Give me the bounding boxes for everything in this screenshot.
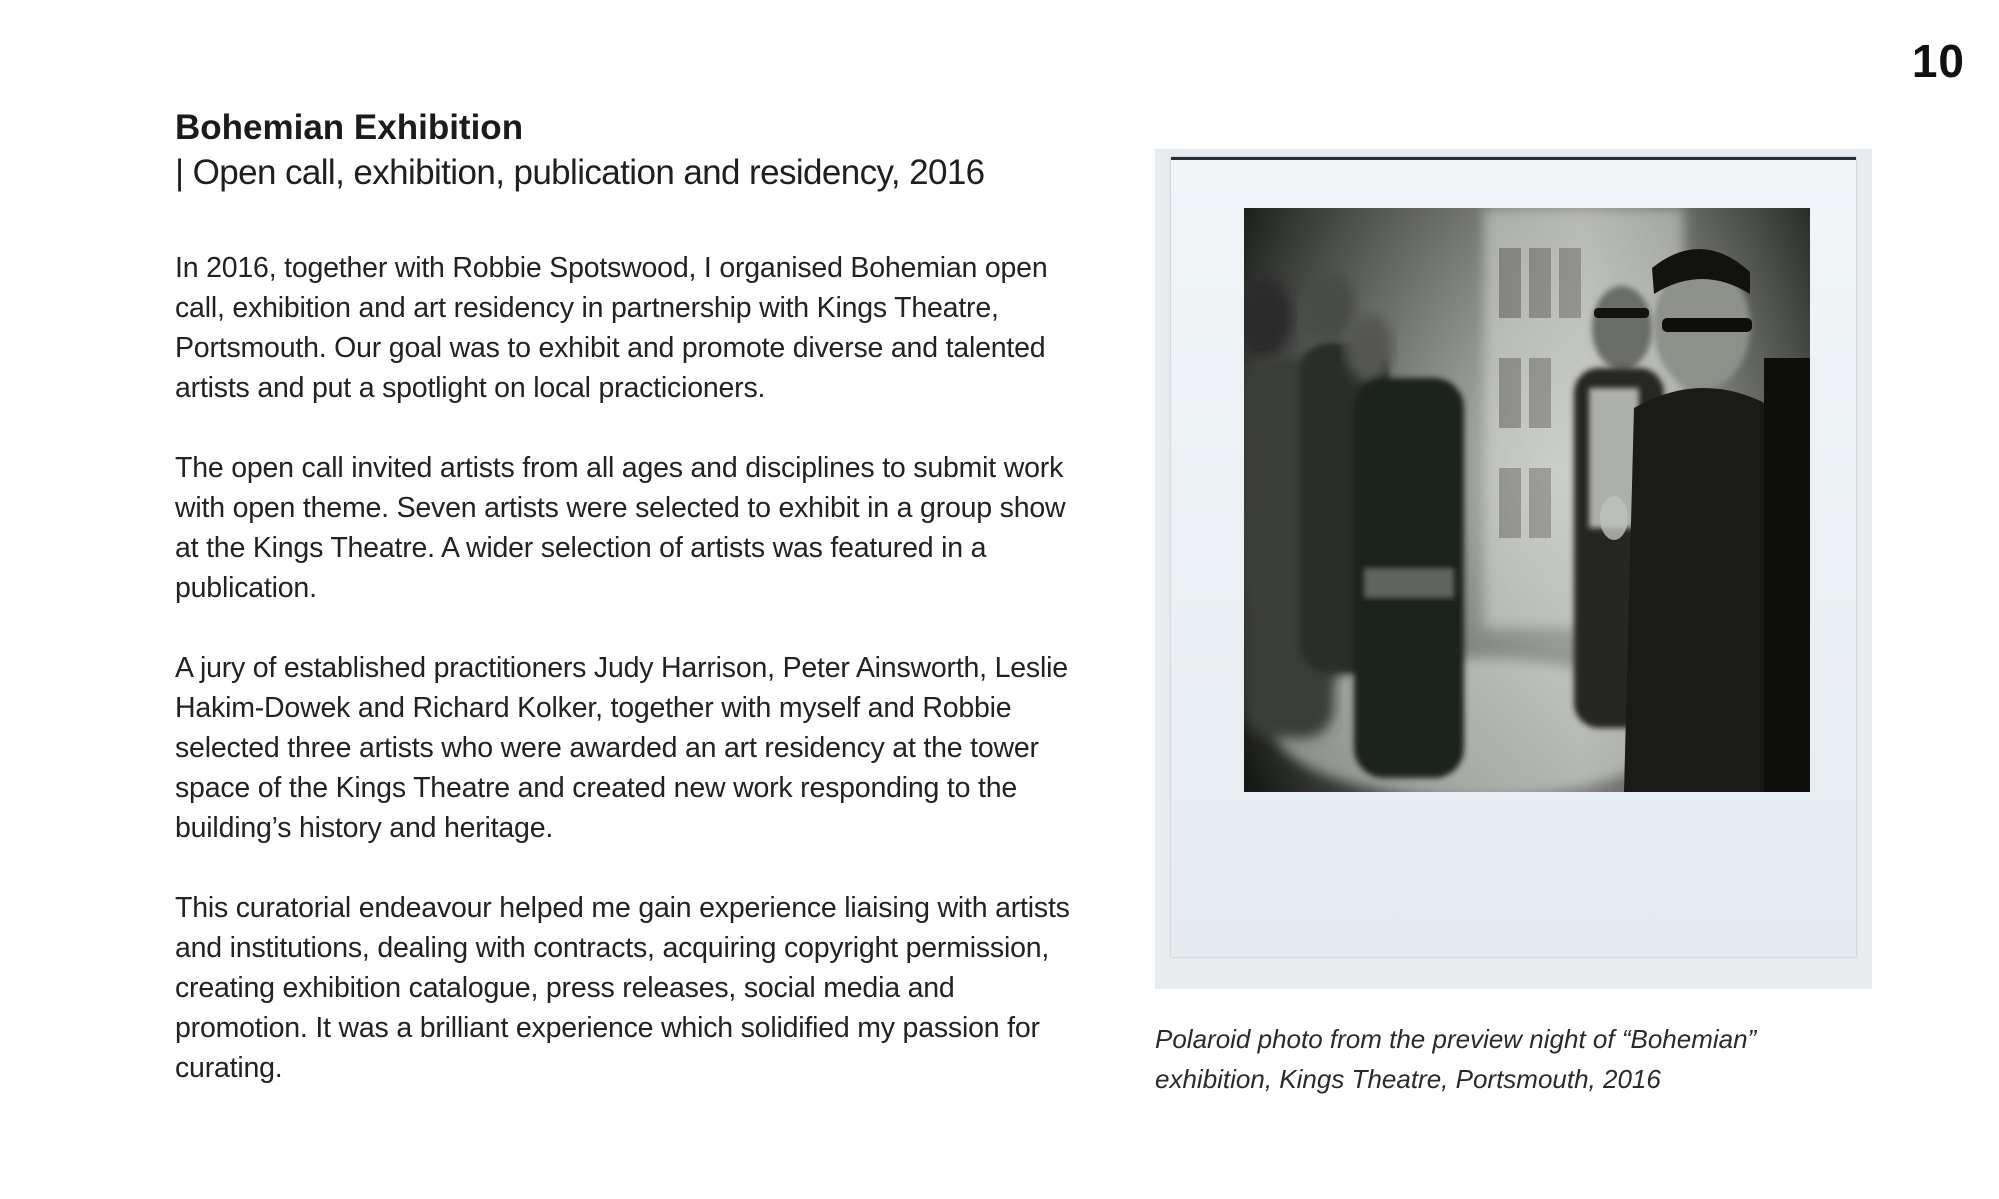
polaroid-photo [1171, 157, 1856, 957]
paragraph-open-call: The open call invited artists from all ages and disciplines to submit work with open theme. Seven artists were selected to exhibit in a group show at the Kings Theatre. A wider selection of artists was featured in a publication. [175, 452, 1066, 604]
page-title: Bohemian Exhibition [175, 108, 524, 147]
paragraph-experience: This curatorial endeavour helped me gain experience liaising with artists and institutions, dealing with contracts, acquiring copyright permission, creating exhibition catalogue, press releases, social media and promotion. It was a brilliant experience which solidified my passion for curating. [175, 892, 1070, 1084]
photo-caption [1155, 1019, 1875, 1099]
page-subtitle: | Open call, exhibition, publication and residency, 2016 [175, 153, 985, 192]
photo-frame [1155, 149, 1872, 989]
text-column [175, 106, 1075, 1128]
polaroid-image [1244, 208, 1810, 792]
caption-line-1: Polaroid photo from the preview night of “Bohemian” [1155, 1024, 1757, 1054]
paragraph-jury: A jury of established practitioners Judy Harrison, Peter Ainsworth, Leslie Hakim-Dowek and Richard Kolker, together with myself and Robbie selected three artists who were awarded an art residency at the tower space of the Kings Theatre and created new work responding to the building’s history and heritage. [175, 652, 1068, 844]
page-number: 10 [1911, 35, 1965, 87]
caption-line-2: exhibition, Kings Theatre, Portsmouth, 2016 [1155, 1064, 1661, 1094]
body-text [175, 248, 1075, 1088]
paragraph-intro: In 2016, together with Robbie Spotswood, I organised Bohemian open call, exhibition and art residency in partnership with Kings Theatre, Portsmouth. Our goal was to exhibit and promote diverse and talented artists and put a spotlight on local practicioners. [175, 252, 1048, 404]
